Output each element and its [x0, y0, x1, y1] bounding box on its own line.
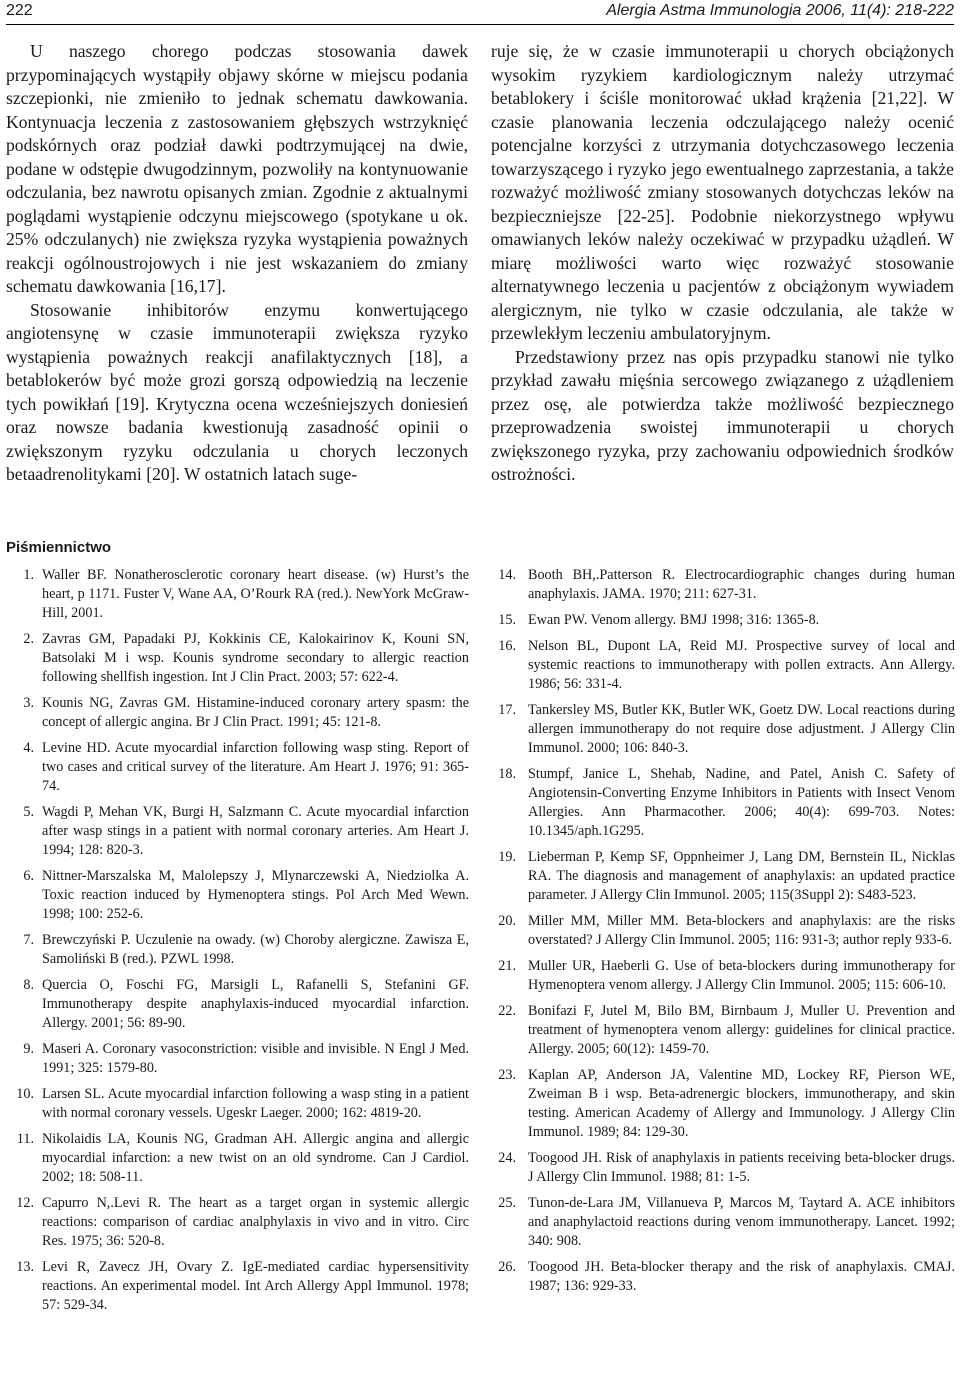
- reference-text: Lieberman P, Kemp SF, Oppnheimer J, Lang DM, Bernstein IL, Nicklas RA. The diagnosis and management of anaphylaxis: an updated practice parameter. J Allergy Clin Immunol. 2005; 115(3Suppl 2): S483-523.: [528, 849, 955, 903]
- reference-item: [492, 611, 955, 630]
- reference-item: [492, 957, 955, 995]
- journal-citation: Alergia Astma Immunologia 2006, 11(4): 218-222: [606, 2, 954, 19]
- reference-number: 19.: [498, 849, 516, 865]
- reference-text: Kounis NG, Zavras GM. Histamine-induced coronary artery spasm: the concept of allergic angina. Br J Clin Pract. 1991; 45: 121-8.: [42, 695, 469, 730]
- reference-number: 10.: [16, 1086, 34, 1102]
- reference-number: 20.: [498, 913, 516, 929]
- reference-item: [6, 1258, 469, 1315]
- body-column-right: [491, 40, 954, 487]
- reference-number: 16.: [498, 638, 516, 654]
- reference-text: Toogood JH. Risk of anaphylaxis in patients receiving beta-blocker drugs. J Allergy Clin Immunol. 1988; 81: 1-5.: [528, 1150, 955, 1185]
- reference-text: Quercia O, Foschi FG, Marsigli L, Rafanelli S, Stefanini GF. Immunotherapy despite anaphylaxis-induced myocardial infarction. Allergy. 2001; 56: 89-90.: [42, 977, 469, 1031]
- reference-item: [6, 1085, 469, 1123]
- reference-item: [492, 1149, 955, 1187]
- reference-number: 6.: [23, 868, 34, 884]
- reference-item: [492, 1002, 955, 1059]
- references-list-left: [6, 566, 469, 1322]
- reference-number: 21.: [498, 958, 516, 974]
- reference-item: [492, 765, 955, 841]
- reference-text: Ewan PW. Venom allergy. BMJ 1998; 316: 1365-8.: [528, 612, 820, 628]
- reference-number: 15.: [498, 612, 516, 628]
- body-paragraph: Stosowanie inhibitorów enzymu konwertującego angiotensynę w czasie immunoterapii zwiększa ryzyko wystąpienia poważnych reakcji anafilaktycznych [18], a betablokerów być może grozi gorszą odpowiedzią na leczenie tych powikłań [19]. Krytyczna ocena wcześniejszych doniesień oraz nowsze badania kwestionują zasadność opinii o zwiększonym ryzyku odczulania u chorych leczonych betaadrenolitykami [20]. W ostatnich latach suge-: [6, 299, 468, 484]
- reference-text: Stumpf, Janice L, Shehab, Nadine, and Patel, Anish C. Safety of Angiotensin-Converting Enzyme Inhibitors in Patients with Insect Venom Allergies. Ann Pharmacother. 2006; 40(4): 699-703. Notes: 10.1345/aph.1G295.: [528, 766, 955, 839]
- reference-text: Levine HD. Acute myocardial infarction following wasp sting. Report of two cases and critical survey of the literature. Am Heart J. 1976; 91: 365-74.: [42, 740, 469, 794]
- reference-item: [6, 630, 469, 687]
- reference-item: [6, 1130, 469, 1187]
- reference-text: Miller MM, Miller MM. Beta-blockers and anaphylaxis: are the risks overstated? J Allergy Clin Immunol. 2005; 116: 931-3; author reply 933-6.: [528, 913, 955, 948]
- reference-text: Brewczyński P. Uczulenie na owady. (w) Choroby alergiczne. Zawisza E, Samoliński B (red.). PZWL 1998.: [42, 932, 469, 967]
- reference-number: 24.: [498, 1150, 516, 1166]
- page-header: [6, 0, 954, 22]
- reference-number: 26.: [498, 1259, 516, 1275]
- references-heading: Piśmiennictwo: [6, 539, 112, 556]
- reference-text: Capurro N,.Levi R. The heart as a target organ in systemic allergic reactions: comparison of cardiac analphylaxis in vivo and in vitro. Circ Res. 1975; 36: 520-8.: [42, 1195, 469, 1249]
- header-rule: [6, 24, 954, 25]
- reference-text: Booth BH,.Patterson R. Electrocardiographic changes during human anaphylaxis. JAMA. 1970; 211: 627-31.: [528, 567, 955, 602]
- reference-item: [492, 566, 955, 604]
- reference-text: Nelson BL, Dupont LA, Reid MJ. Prospective survey of local and systemic reactions to immunotherapy with pollen extracts. Ann Allergy. 1986; 56: 331-4.: [528, 638, 955, 692]
- reference-item: [492, 1194, 955, 1251]
- reference-item: [6, 867, 469, 924]
- reference-number: 17.: [498, 702, 516, 718]
- reference-item: [492, 1258, 955, 1296]
- reference-text: Muller UR, Haeberli G. Use of beta-blockers during immunotherapy for Hymenoptera venom allergy. J Allergy Clin Immunol. 2005; 115: 606-10.: [528, 958, 955, 993]
- reference-item: [6, 976, 469, 1033]
- body-column-left: [6, 40, 468, 487]
- reference-number: 13.: [16, 1259, 34, 1275]
- reference-number: 2.: [23, 631, 34, 647]
- reference-number: 9.: [23, 1041, 34, 1057]
- reference-text: Levi R, Zavecz JH, Ovary Z. IgE-mediated cardiac hypersensitivity reactions. An experimental model. Int Arch Allergy Appl Immunol. 1978; 57: 529-34.: [42, 1259, 469, 1313]
- reference-text: Tunon-de-Lara JM, Villanueva P, Marcos M, Taytard A. ACE inhibitors and anaphylactoid reactions during venom immunotherapy. Lancet. 1992; 340: 908.: [528, 1195, 955, 1249]
- reference-text: Toogood JH. Beta-blocker therapy and the risk of anaphylaxis. CMAJ. 1987; 136: 929-33.: [528, 1259, 955, 1294]
- reference-number: 11.: [16, 1131, 34, 1147]
- reference-item: [6, 1194, 469, 1251]
- page-number: 222: [6, 2, 33, 19]
- reference-number: 12.: [16, 1195, 34, 1211]
- references-list-right: [492, 566, 955, 1303]
- body-paragraph: ruje się, że w czasie immunoterapii u chorych obciążonych wysokim ryzykiem kardiologicznym należy utrzymać betablokery i ściśle monitorować układ krążenia [21,22]. W czasie planowania leczenia odczulającego należy ocenić potencjalne korzyści z utrzymania dotychczasowego leczenia towarzyszącego i ryzyko jego ewentualnego zaprzestania, a także rozważyć możliwość zmiany stosowanych dotychczas leków na bezpieczniejsze [22-25]. Podobnie niekorzystnego wpływu omawianych leków należy oczekiwać w przypadku użądleń. W miarę możliwości warto więc rozważyć stosowanie alternatywnego leczenia u pacjentów z obciążonym wywiadem alergicznym, nie tylko w czasie odczulania, ale także w przewlekłym leczeniu ambulatoryjnym.: [491, 41, 954, 343]
- reference-item: [6, 566, 469, 623]
- body-paragraph: U naszego chorego podczas stosowania dawek przypominających wystąpiły objawy skórne w miejscu podania szczepionki, nie zmieniło to jednak schematu dawkowania. Kontynuacja leczenia z zastosowaniem głębszych wstrzyknięć podskórnych oraz podział dawki podtrzymującej na dwie, podane w odstępie dwugodzinnym, pozwoliły na kontynuowanie odczulania, bez nawrotu opisanych zmian. Zgodnie z aktualnymi poglądami wystąpienie odczynu miejscowego (spotykane u ok. 25% odczulanych) nie zwiększa ryzyka wystąpienia poważnych reakcji ogólnoustrojowych i nie jest wskazaniem do zmiany schematu dawkowania [16,17].: [6, 41, 468, 296]
- reference-number: 14.: [498, 567, 516, 583]
- reference-text: Maseri A. Coronary vasoconstriction: visible and invisible. N Engl J Med. 1991; 325: 1579-80.: [42, 1041, 469, 1076]
- reference-text: Kaplan AP, Anderson JA, Valentine MD, Lockey RF, Pierson WE, Zweiman B i wsp. Beta-adrenergic blockers, immunotherapy, and skin testing. American Academy of Allergy and Immunology. J Allergy Clin Immunol. 1989; 84: 129-30.: [528, 1067, 955, 1140]
- reference-item: [492, 637, 955, 694]
- body-paragraph: Przedstawiony przez nas opis przypadku stanowi nie tylko przykład zawału mięśnia sercowego związanego z użądleniem przez osę, ale potwierdza także możliwość bezpiecznego przeprowadzenia swoistej immunoterapii u chorych zwiększonego ryzyka, przy zachowaniu odpowiednich środków ostrożności.: [491, 346, 954, 484]
- reference-item: [6, 931, 469, 969]
- reference-number: 3.: [23, 695, 34, 711]
- reference-text: Wagdi P, Mehan VK, Burgi H, Salzmann C. Acute myocardial infarction after wasp stings in a patient with normal coronary arteries. Am Heart J. 1994; 128: 820-3.: [42, 804, 469, 858]
- reference-number: 25.: [498, 1195, 516, 1211]
- reference-number: 1.: [23, 567, 34, 583]
- reference-text: Tankersley MS, Butler KK, Butler WK, Goetz DW. Local reactions during allergen immunotherapy do not require dose adjustment. J Allergy Clin Immunol. 2000; 106: 840-3.: [528, 702, 955, 756]
- reference-number: 7.: [23, 932, 34, 948]
- reference-item: [6, 803, 469, 860]
- reference-text: Bonifazi F, Jutel M, Bilo BM, Birnbaum J, Muller U. Prevention and treatment of hymenoptera venom allergy: guidelines for clinical practice. Allergy. 2005; 60(12): 1459-70.: [528, 1003, 955, 1057]
- reference-item: [492, 848, 955, 905]
- reference-item: [6, 1040, 469, 1078]
- reference-text: Zavras GM, Papadaki PJ, Kokkinis CE, Kalokairinov K, Kouni SN, Batsolaki M i wsp. Kounis syndrome secondary to allergic reaction following shellfish ingestion. Int J Clin Pract. 2003; 57: 622-4.: [42, 631, 469, 685]
- reference-item: [6, 739, 469, 796]
- reference-number: 5.: [23, 804, 34, 820]
- reference-item: [6, 694, 469, 732]
- reference-item: [492, 1066, 955, 1142]
- reference-text: Nittner-Marszalska M, Malolepszy J, Mlynarczewski A, Niedziolka A. Toxic reaction induced by Hymenoptera stings. Pol Arch Med Wewn. 1998; 100: 252-6.: [42, 868, 469, 922]
- reference-number: 4.: [23, 740, 34, 756]
- reference-item: [492, 701, 955, 758]
- reference-text: Larsen SL. Acute myocardial infarction following a wasp sting in a patient with normal coronary vessels. Ugeskr Laeger. 2000; 162: 4819-20.: [42, 1086, 469, 1121]
- reference-text: Nikolaidis LA, Kounis NG, Gradman AH. Allergic angina and allergic myocardial infarction: a new twist on an old syndrome. Can J Cardiol. 2002; 18: 508-11.: [42, 1131, 469, 1185]
- reference-number: 8.: [23, 977, 34, 993]
- reference-text: Waller BF. Nonatherosclerotic coronary heart disease. (w) Hurst’s the heart, p 1171. Fuster V, Wane AA, O’Rourk RA (red.). NewYork McGraw-Hill, 2001.: [42, 567, 469, 621]
- reference-item: [492, 912, 955, 950]
- reference-number: 18.: [498, 766, 516, 782]
- reference-number: 22.: [498, 1003, 516, 1019]
- reference-number: 23.: [498, 1067, 516, 1083]
